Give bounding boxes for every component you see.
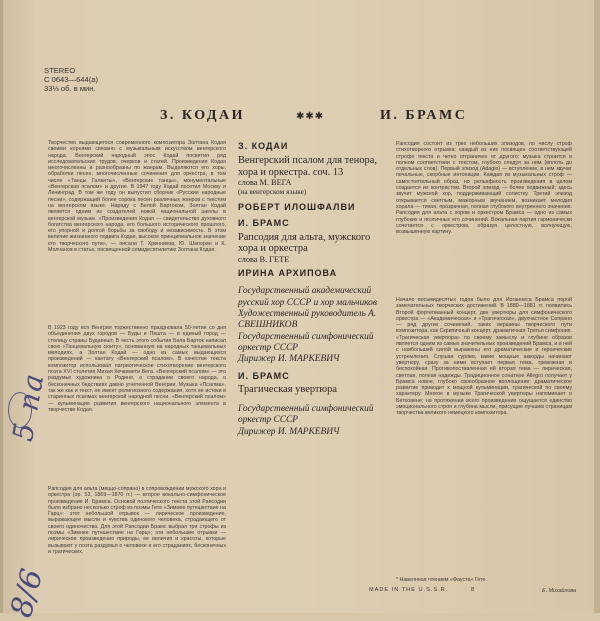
handwritten-circle (8, 392, 32, 428)
ensemble-orchestra: Государственный симфонический оркестр СССР (238, 331, 374, 353)
side1-composer: З. КОДАИ (238, 141, 289, 151)
side1-words: слова М. ВЕГА (238, 178, 292, 187)
made-in-ussr (369, 587, 475, 593)
handwritten-note-1: 5 па (6, 369, 51, 444)
ensemble-orchestra-2: Государственный симфонический оркестр СССР (238, 403, 374, 426)
side1-title: Венгерский псалом для тенора, хора и оркестра. соч. 13 (238, 155, 377, 178)
side2-composer: И. БРАМС (238, 217, 290, 228)
ensemble-conductor-2: Дирижер И. МАРКЕВИЧ (238, 426, 340, 437)
catalog-stereo: STEREO (44, 66, 76, 75)
side2-performer: ИРИНА АРХИПОВА (238, 268, 338, 279)
catalog-info (44, 66, 98, 93)
side2-words: слова В. ГЕТЕ (238, 254, 290, 264)
catalog-number: С 0643—644(а) (44, 75, 99, 84)
side1-performer: РОБЕРТ ИЛОШФАЛВИ (238, 201, 356, 212)
track-listing (238, 141, 388, 438)
ensemble-choir-director: Художественный руководитель А. СВЕШНИКОВ (238, 309, 377, 331)
right-notes-footnote: * Навеянная чтением «Фауста» Гете. (396, 577, 487, 583)
composer-kodaly-header: З. КОДАИ (160, 108, 246, 123)
ensemble-choir: Государственный академический русский хор СССР и хор мальчиков (238, 286, 377, 308)
left-notes-block-1: Творчество выдающегося современного композитора Золтана Кодая своими корнями связано с музыкальным искусством венгерского народа. Венгерский народный эпос Кодай посвятил ряд исследовательских трудов, очерков и статей. Произведения Кодая многочисленны и разнообразны по жанрам. Выделяются его хоры, обработки песен, многочисленные сочинения для оркестра, в том числе «Танцы Галанты», «Венгерские танцы», монументальные «Венгерская псалом» и другие. В 1947 году Кодай посетил Москву и Ленинград. В том же году он выпустил сборник «Русские народные песни», содержащий более сорока песен различных жанров с текстом на венгерском языке. Наряду с Белой Бартоком, Золтан Кодай является одним из создателей новой национальной школы в венгерской музыке. «Произведения Кодая — свидетельство духовного богатства венгерского народа, его большого исторического прошлого, его упорной и долгой борьбы за свободу и независимость. В этом величие жизненного подвига Кодая, высокое принципиальное значение его творческого пути», — писали Т. Хренников, Ю. Шапорин и К. Молчанов в статье, посвященной семидесятилетию Золтана Кодая. (48, 140, 226, 254)
side3-composer: И. БРАМС (238, 371, 290, 382)
ensemble-conductor: Дирижер И. МАРКЕВИЧ (238, 354, 340, 365)
header-stars: ✱✱✱ (296, 111, 325, 122)
catalog-speed: 33⅓ об. в мин. (44, 84, 96, 93)
right-notes-block-1: Рапсодия состоит из трех небольших эпизодов, по числу строф стихотворного отрывка: каждый из них посвящен соответствующей строфе текста и четко отграничен от другого; музыка строится в полном соответствии с текстом, глубоко следуя за ним (вплоть до отдельных слов). Первый эпизод (Adagio) — вступление, в нем звучат печальные, скорбные интонации. Каждая из музыкальных строф — самостоятельный образ, но рельефность произведения в целом создается их контрастом. Второй эпизод — более подвижный; здесь звучит мужской хор, поддерживающий солистку. Третий эпизод открывается светлым, мажорным звучанием, возникает мелодия хорала — тихая, прозрачная, полная глубокого внутреннего значения. Рапсодия для альта с хором и оркестром Брамса — одно из самых глубоких и поэтичных его сочинений. Вокальная партия гармонически сочетается с оркестром, образуя целостную, волнующую, возвышенную картину. (396, 141, 572, 236)
composer-brahms-header: И. БРАМС (380, 108, 468, 123)
cover-right-edge (594, 0, 600, 613)
left-notes-block-2: В 1923 году вся Венгрия торжественно праздновала 50-летие со дня объединения двух городов — Буды и Пешта — в единый город — столицу страны Будапешт. В честь этого события Бела Барток написал свою «Танцевальную сюиту», основанную на народных танцевальных мелодиях, а Золтан Кодай — одно из самых выдающихся произведений — кантату «Венгерский псалом». В качестве текста композитор использовал патриотическое стихотворение венгерского поэта XVI столетия Михая Кечкемети Вега. «Венгерский псалом» — это раздумье художника о Родине, о страдании своего народа, о бесконечных бедствиях давно угнетенной Венгрии. Музыка «Псалма», так же как и текст, не имеет религиозного содержания, хотя ее истоки в старинных псалмах венгерской народной песни. «Венгерский псалом» — кульминация развития венгерского национального элемента в творчестве Кодая. (48, 325, 226, 413)
handwritten-note-2: 8/6 (4, 565, 51, 621)
notes-signature: Е. Михайлова (542, 588, 576, 594)
side2-title: Рапсодия для альта, мужского хора и оркестра (238, 231, 371, 255)
print-mark: 8 (470, 587, 475, 593)
left-notes-block-3: Рапсодия для альта (меццо-сопрано) в сопровождении мужского хора и оркестра (ор. 53, 1869—1870 гг.) — второе вокально-симфоническое произведение И. Брамса. Основой поэтического текста этой Рапсодии было избрано несколько строф из поэмы Гете «Зимнее путешествие на Гарц»: этот небольшой отрывок — лирическое произведение, выражающее мысли и чувства одинокого человека, страдающего от своего одиночества. Для этой Рапсодии Брамс выбрал три строфы из поэмы «Зимнее путешествие на Гарц»; эти небольшие отрывки — лирическое произведение природы, ее величия и красоты, которые вызывают у поэта раздумья о человеке и его страданиях, бесконечных и трагических. (48, 486, 226, 555)
right-notes-block-2: Начало восьмидесятых годов было для Иоганнеса Брамса порой замечательных творческих достижений. В 1880—1881 гг. появились Второй фортепианный концерт, две увертюры для симфонического оркестра — «Академическая» и «Трагическая», двухчастное Сопрано — ряд других сочинений, таких вершины творческого пути композитора, как Скрипичный концерт, драматичная Третья симфония. «Трагическая увертюра» по своему замыслу и глубине образов является одним из самых значительных произведений Брамса, и в ней с наибольшей силой выражены его драматические и героические устремления. Слушая сурово, какие мощные аккорды начинают увертюру, сразу за ними вступает первая тема, тревожная и беспокойная. Противопоставленная ей вторая тема — лирическая, светлая, полная надежды. Традиционное сонатное Allegro получает у Брамса новое, глубоко своеобразное воплощение: драматическое развитие приводит к мощной кульминации, трагической по своему характеру. Многое в музыке Трагической увертюры напоминает о Бетховене; на протяжении всего произведения ощущается единство эмоционального строя и глубина мысли, присущие лучшим страницам творчества великого немецкого композитора. (396, 297, 572, 417)
side1-language: (на венгерском языке) (238, 186, 307, 196)
side3-title: Трагическая увертюра (238, 384, 337, 396)
cover-left-edge (0, 0, 3, 613)
made-in-text: MADE IN THE U.S.S.R. (369, 587, 449, 593)
